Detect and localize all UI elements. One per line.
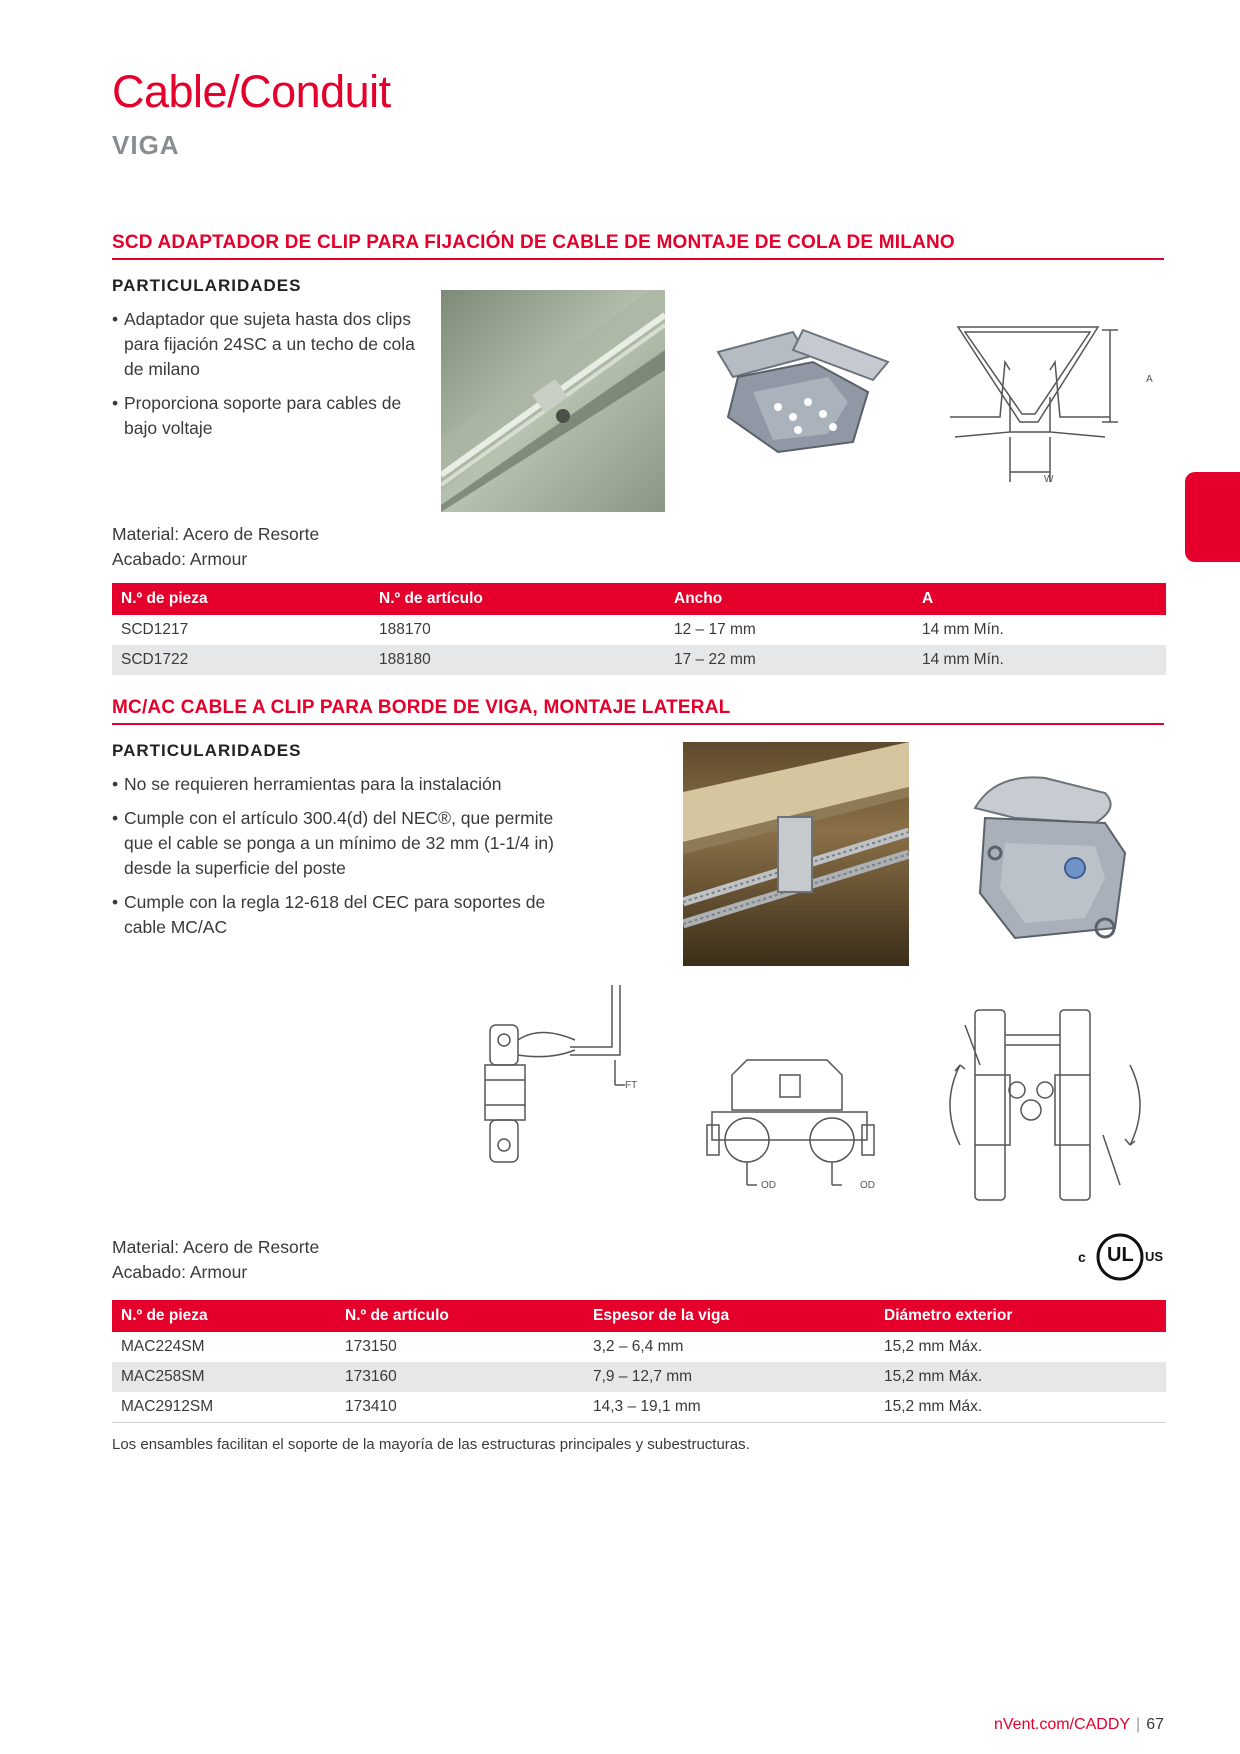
section1-feature-1: • Adaptador que sujeta hasta dos clips para fijación 24SC a un techo de cola de milano bbox=[112, 307, 422, 382]
table-cell: 3,2 – 6,4 mm bbox=[593, 1338, 684, 1355]
section2-heading: MC/AC CABLE A CLIP PARA BORDE DE VIGA, MONTAJE LATERAL bbox=[112, 697, 1164, 725]
culus-ul: UL bbox=[1107, 1244, 1134, 1266]
section2-features-list bbox=[112, 772, 582, 949]
table-cell: 14 mm Mín. bbox=[922, 621, 1004, 638]
table-cell: 188170 bbox=[379, 621, 431, 638]
col-header: Diámetro exterior bbox=[875, 1300, 1166, 1332]
page-subtitle: VIGA bbox=[112, 130, 180, 160]
col-header: Ancho bbox=[665, 583, 913, 615]
table-cell: 14 mm Mín. bbox=[913, 645, 1166, 675]
section1-features-list bbox=[112, 307, 422, 450]
table-cell: MAC224SM bbox=[121, 1338, 205, 1355]
table-cell: SCD1722 bbox=[112, 645, 370, 675]
scd-clip-image bbox=[708, 322, 898, 462]
footer-separator: | bbox=[1136, 1716, 1141, 1733]
mac-install-photo bbox=[683, 742, 909, 966]
table-cell: 15,2 mm Máx. bbox=[884, 1338, 983, 1355]
dovetail-install-photo bbox=[441, 290, 665, 512]
dimension-w-label: W bbox=[1044, 474, 1054, 485]
table-row bbox=[112, 615, 1166, 645]
section1-feature-2: • Proporciona soporte para cables de bajo voltaje bbox=[112, 391, 422, 441]
col-header: A bbox=[913, 583, 1166, 615]
table-cell: 7,9 – 12,7 mm bbox=[584, 1362, 875, 1392]
table-cell: 173150 bbox=[345, 1338, 397, 1355]
table-row bbox=[112, 1332, 1166, 1362]
section2-finish: Acabado: Armour bbox=[112, 1262, 248, 1282]
col-header: N.º de pieza bbox=[112, 583, 370, 615]
col-header: N.º de artículo bbox=[370, 583, 665, 615]
table-cell: 15,2 mm Máx. bbox=[875, 1362, 1166, 1392]
page-footer bbox=[994, 1716, 1164, 1734]
mac-front-drawing bbox=[702, 1040, 882, 1190]
col-header: N.º de pieza bbox=[112, 1300, 336, 1332]
mac-clip-image bbox=[955, 768, 1145, 948]
culus-us: US bbox=[1145, 1249, 1164, 1264]
section1-material: Material: Acero de Resorte bbox=[112, 524, 320, 544]
section1-finish: Acabado: Armour bbox=[112, 549, 248, 569]
scd-dimension-drawing bbox=[950, 322, 1120, 492]
section2-material: Material: Acero de Resorte bbox=[112, 1237, 320, 1257]
chapter-tab bbox=[1185, 472, 1240, 562]
section1-features-label: PARTICULARIDADES bbox=[112, 276, 302, 295]
table-row bbox=[112, 1392, 1166, 1423]
section1-heading: SCD ADAPTADOR DE CLIP PARA FIJACIÓN DE CABLE DE MONTAJE DE COLA DE MILANO bbox=[112, 232, 1164, 260]
dimension-a-label: A bbox=[1146, 374, 1153, 385]
table-cell: SCD1217 bbox=[121, 621, 189, 638]
table-cell: 12 – 17 mm bbox=[674, 621, 756, 638]
table-cell: MAC258SM bbox=[112, 1362, 336, 1392]
section2-feature-3: • Cumple con la regla 12-618 del CEC para soportes de cable MC/AC bbox=[112, 890, 582, 940]
table-row bbox=[112, 645, 1166, 675]
table-header-row bbox=[112, 1300, 1166, 1332]
footer-site-link[interactable]: nVent.com/CADDY bbox=[993, 1716, 1131, 1733]
od-label-left: OD bbox=[761, 1180, 776, 1191]
table-row bbox=[112, 1362, 1166, 1392]
culus-certification-mark bbox=[1074, 1233, 1166, 1281]
table-cell: 15,2 mm Máx. bbox=[875, 1392, 1166, 1423]
section1-spec-table bbox=[112, 583, 1166, 675]
page-title: Cable/Conduit bbox=[112, 66, 391, 117]
table-cell: 188180 bbox=[370, 645, 665, 675]
section2-spec-table bbox=[112, 1300, 1166, 1423]
page-number: 67 bbox=[1146, 1716, 1164, 1733]
culus-c: c bbox=[1078, 1249, 1086, 1265]
col-header: N.º de artículo bbox=[336, 1300, 584, 1332]
footnote: Los ensambles facilitan el soporte de la mayoría de las estructuras principales y subestructuras. bbox=[112, 1436, 750, 1453]
table-cell: 17 – 22 mm bbox=[665, 645, 913, 675]
col-header: Espesor de la viga bbox=[584, 1300, 875, 1332]
table-cell: MAC2912SM bbox=[112, 1392, 336, 1423]
od-label-right: OD bbox=[860, 1180, 875, 1191]
table-cell: 173160 bbox=[336, 1362, 584, 1392]
section2-features-label: PARTICULARIDADES bbox=[112, 741, 302, 760]
section2-feature-1: • No se requieren herramientas para la instalación bbox=[112, 772, 582, 797]
section2-feature-2: • Cumple con el artículo 300.4(d) del NEC®, que permite que el cable se ponga a un mínimo de 32 mm (1-1/4 in) desde la superficie del poste bbox=[112, 806, 582, 881]
mac-rotation-drawing bbox=[935, 1005, 1155, 1205]
table-header-row bbox=[112, 583, 1166, 615]
ft-label: FT bbox=[625, 1080, 638, 1091]
table-cell: 173410 bbox=[336, 1392, 584, 1423]
table-cell: 14,3 – 19,1 mm bbox=[584, 1392, 875, 1423]
